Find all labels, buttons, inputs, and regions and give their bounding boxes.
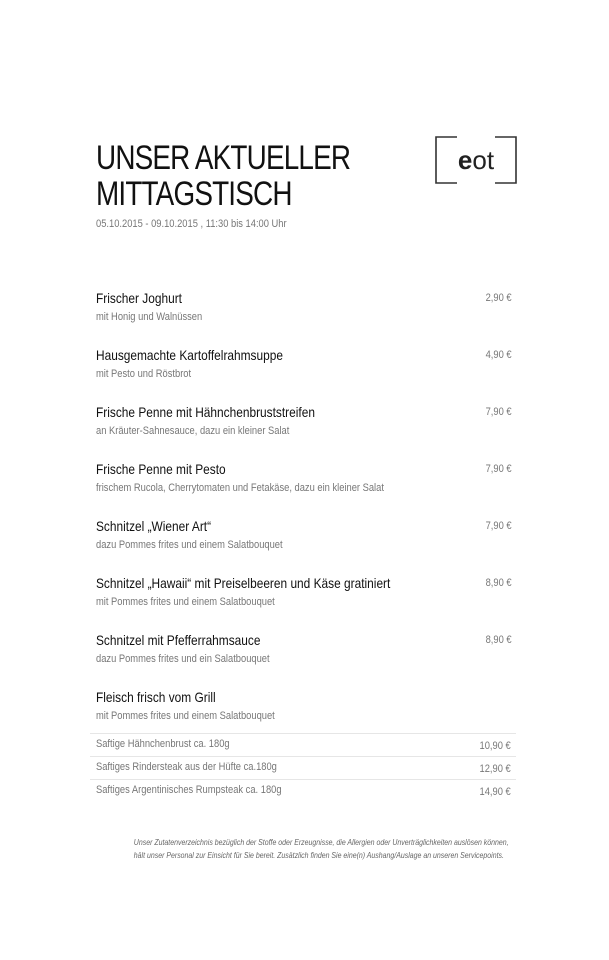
date-range: 05.10.2015 - 09.10.2015 , 11:30 bis 14:00 Uhr <box>96 218 287 230</box>
item-price: 7,90 € <box>485 520 512 532</box>
item-name: Schnitzel „Wiener Art“ <box>96 518 212 534</box>
item-description: mit Pesto und Röstbrot <box>96 368 192 380</box>
menu-item <box>96 461 516 518</box>
grill-option <box>90 756 516 779</box>
menu-item <box>96 518 516 575</box>
logo-bold: e <box>457 144 473 175</box>
item-price: 7,90 € <box>485 406 512 418</box>
item-description: mit Pommes frites und einem Salatbouquet <box>96 710 275 722</box>
item-name: Frische Penne mit Hähnchenbruststreifen <box>96 404 315 420</box>
item-description: frischem Rucola, Cherrytomaten und Fetakäse, dazu ein kleiner Salat <box>96 482 384 494</box>
grill-option-name: Saftige Hähnchenbrust ca. 180g <box>96 738 230 750</box>
menu-item <box>96 404 516 461</box>
menu-item <box>96 290 516 347</box>
grill-option-price: 14,90 € <box>479 786 511 798</box>
item-description: dazu Pommes frites und einem Salatbouquet <box>96 539 283 551</box>
grill-option <box>90 779 516 802</box>
grill-option-name: Saftiges Rindersteak aus der Hüfte ca.180g <box>96 761 277 773</box>
item-description: mit Honig und Walnüssen <box>96 311 203 323</box>
item-price: 8,90 € <box>485 634 512 646</box>
footnote-line-2: hält unser Personal zur Einsicht für Sie bereit. Zusätzlich finden Sie eine(n) Aushang/Auslage an unseren Servicepoints. <box>133 850 504 860</box>
item-name: Frische Penne mit Pesto <box>96 461 226 477</box>
menu-item <box>96 632 516 689</box>
item-name: Hausgemachte Kartoffelrahmsuppe <box>96 347 283 363</box>
title-line-2: MITTAGSTISCH <box>96 175 292 213</box>
item-name: Fleisch frisch vom Grill <box>96 689 216 705</box>
item-name: Frischer Joghurt <box>96 290 182 306</box>
item-price: 7,90 € <box>485 463 512 475</box>
logo-regular: ot <box>472 144 495 175</box>
grill-option-name: Saftiges Argentinisches Rumpsteak ca. 180g <box>96 784 282 796</box>
grill-option-price: 12,90 € <box>479 763 511 775</box>
menu-item <box>96 347 516 404</box>
logo <box>435 136 517 184</box>
item-description: an Kräuter-Sahnesauce, dazu ein kleiner Salat <box>96 425 290 437</box>
item-description: mit Pommes frites und einem Salatbouquet <box>96 596 275 608</box>
item-price: 2,90 € <box>485 292 512 304</box>
grill-option <box>90 733 516 756</box>
item-price: 4,90 € <box>485 349 512 361</box>
footnote-line-1: Unser Zutatenverzeichnis bezüglich der Stoffe oder Erzeugnisse, die Allergien oder Unverträglichkeiten auslösen können, <box>133 837 509 847</box>
item-description: dazu Pommes frites und ein Salatbouquet <box>96 653 270 665</box>
allergen-footnote <box>96 836 516 862</box>
page-title <box>96 140 350 212</box>
logo-text <box>435 136 517 184</box>
grill-options <box>90 733 516 802</box>
title-line-1: UNSER AKTUELLER <box>96 139 351 177</box>
item-name: Schnitzel „Hawaii“ mit Preiselbeeren und Käse gratiniert <box>96 575 391 591</box>
menu-item <box>96 575 516 632</box>
menu-list <box>96 290 516 746</box>
item-price: 8,90 € <box>485 577 512 589</box>
item-name: Schnitzel mit Pfefferrahmsauce <box>96 632 261 648</box>
grill-option-price: 10,90 € <box>479 740 511 752</box>
